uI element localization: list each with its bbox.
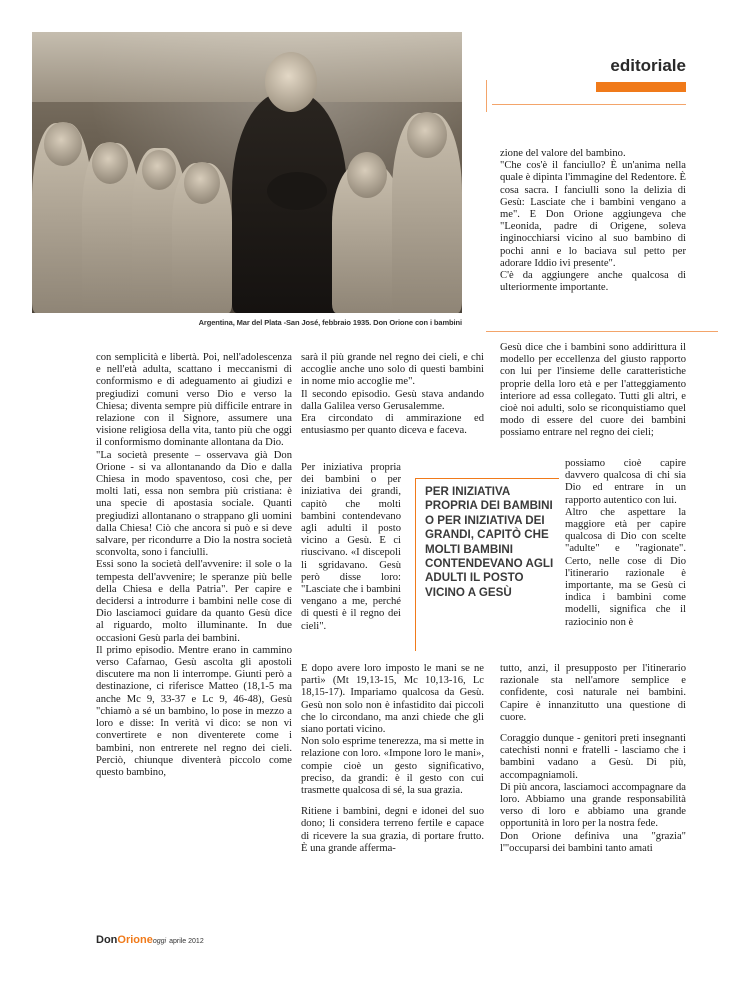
paragraph: Coraggio dunque - genitori preti insegnanti catechisti nonni e fratelli - lasciamo che i bambini vadano a Gesù. Di più, accompagniamoli. (500, 733, 686, 781)
paragraph: Il secondo episodio. Gesù stava andando dalla Galilea verso Gerusalemme. (301, 388, 484, 412)
paragraph: Di più ancora, lasciamoci accompagnare da loro. Abbiamo una grande responsabilità verso di loro e abbiamo una grande opportunità in loro per la nostra fede. (500, 781, 686, 830)
paragraph: sarà il più grande nel regno dei cieli, e chi accoglie anche uno solo di questi bambini in nome mio accoglie me". (301, 352, 484, 388)
paragraph: Don Orione definiva una "grazia" l'"occuparsi dei bambini tanto amati (500, 830, 686, 854)
historic-photo (32, 32, 462, 313)
paragraph: possiamo cioè capire davvero qualcosa di chi sia Dio ed entrare in un rapporto autentico con lui. (565, 458, 686, 506)
issue-date: aprile 2012 (169, 938, 204, 945)
magazine-name-orione: Orione (117, 934, 153, 946)
paragraph: "Che cos'è il fanciullo? È un'anima nella quale è dipinta l'immagine del Redentore. È cosa sacra. I fanciulli sono la delizia di Gesù: Lasciate che i bambini vengano a me". E Don Orione aggiungeva che "Leonida, padre di Origene, soleva inginocchiarsi vicino al suo bambino di pochi anni e lo baciava sul petto per adorare Iddio ivi presente". (500, 160, 686, 269)
paragraph: Essi sono la società dell'avvenire: il sole o la tempesta dell'avvenire; le speranze più belle della Chiesa e della Patria". Per capire e decidersi a introdurre i bambini nelle cose di Dio lasciamoci guidare da quanto Gesù dice al riguardo, molto illuminante. In due occasioni Gesù parla dei bambini. (96, 559, 292, 644)
article-column-1 (96, 352, 292, 779)
paragraph: Per iniziativa propria dei bambini o per iniziativa dei grandi, capitò che molti bambini contendevano agli adulti il posto vicino a Gesù. E ci riuscivano. «I discepoli li sgridavano. Gesù però disse loro: "Lasciate che i bambini vengano a me, perché di questi è il regno dei cieli". (301, 462, 401, 632)
article-column-3-narrow (565, 458, 686, 629)
paragraph: C'è da aggiungere anche qualcosa di ulteriormente importante. (500, 270, 686, 294)
paragraph: Altro che aspettare la maggiore età per capire qualcosa di Dio con scelte "adulte" e "ragionate". Certo, nelle cose di Dio l'itinerario razionale è importante, ma se Gesù ci indica i bambini come modelli, significa che il raziocinio non è (565, 506, 686, 628)
paragraph: zione del valore del bambino. (500, 148, 626, 159)
column-divider (486, 331, 718, 332)
header-divider-vertical (486, 80, 487, 112)
paragraph: con semplicità e libertà. Poi, nell'adolescenza e nell'età adulta, scattano i meccanismi di conformismo e di adeguamento ai giudizi e pregiudizi comuni verso Dio e verso la Chiesa; diventa sempre più difficile entrare in relazione con il Signore, assumere una visione religiosa della vita, tanto più che oggi il conformismo dominante allontana da Dio. (96, 352, 292, 449)
page-footer (96, 934, 204, 946)
paragraph: Gesù dice che i bambini sono addirittura il modello per eccellenza del giusto rapporto con lui per l'insieme delle caratteristiche proprie della loro età e per l'atteggiamento interiore ad essa collegato. Tutti gli altri, e cioè noi adulti, solo se riconquistiamo quel modo di essere del cuore dei bambini possiamo entrare nel regno dei cieli; (500, 342, 686, 439)
paragraph: Il primo episodio. Mentre erano in cammino verso Cafarnao, Gesù ascolta gli apostoli discutere ma non li interrompe. Giunti però a destinazione, ci riferisce Matteo (18,1-5 ma anche Mc 9, 33-37 e Lc 9, 46-48), Gesù "chiamò a sé un bambino, lo pose in mezzo a loro e disse: In verità vi dico: se non vi convertirete e non diventerete come i bambini, non entrerete nel regno dei cieli. Perciò, chiunque diventerà piccolo come questo bambino, (96, 644, 292, 778)
article-column-2-bottom (301, 663, 484, 855)
paragraph: Ritiene i bambini, degni e idonei del suo dono; li considera terreno fertile e capace di ricevere la sua grazia, di portare frutto. È una grande afferma- (301, 806, 484, 854)
paragraph: E dopo avere loro imposto le mani se ne partì» (Mt 19,13-15, Mc 10,13-16, Lc 18,15-17). Impariamo qualcosa da Gesù. Gesù non solo non è infastidito dai piccoli che lo circondano, ma anzi chiede che gli siano portati vicino. (301, 663, 484, 736)
paragraph: tutto, anzi, il presupposto per l'itinerario razionale sta nell'amore semplice e confidente, così naturale nei bambini. Capire è innanzitutto una questione di cuore. (500, 663, 686, 723)
photo-caption: Argentina, Mar del Plata -San José, febbraio 1935. Don Orione con i bambini (198, 318, 462, 327)
magazine-name-oggi: oggi (152, 938, 167, 945)
article-column-3-mid (500, 342, 686, 440)
pull-quote (415, 478, 559, 651)
paragraph: Era circondato di ammirazione ed entusiasmo per quanto diceva e faceva. (301, 413, 484, 437)
article-column-3-top (500, 148, 686, 294)
magazine-name-don: Don (96, 934, 118, 946)
paragraph: "La società presente – osservava già Don Orione - si va allontanando da Dio e dalla Chiesa in modo spaventoso, così che, per molti lati, essa non sembra più cristiana: è una specie di apostasia sociale. Quanti pregiudizi allontanano o strappano gli uomini dalla Chiesa! Ciò che ancora si può e si deve salvare, per ricondurre a Dio la nostra società sconvolta, sono i fanciulli. (96, 449, 292, 559)
section-title: editoriale (610, 56, 686, 75)
article-column-2-narrow (301, 462, 401, 633)
pull-quote-text: PER INIZIATIVA PROPRIA DEI BAMBINI O PER INIZIATIVA DEI GRANDI, CAPITÒ CHE MOLTI BAMBINI CONTENDEVANO AGLI ADULTI IL POSTO VICINO A GESÙ (425, 485, 554, 599)
article-column-3-bottom (500, 663, 686, 855)
article-column-2-top (301, 352, 484, 437)
header-divider (492, 104, 686, 105)
paragraph: Non solo esprime tenerezza, ma si mette in relazione con loro. «Impone loro le mani», compie cioè un gesto significativo, preciso, da grandi: è il gesto con cui trasmette qualcosa di sé, la sua grazia. (301, 736, 484, 797)
section-accent-bar (596, 82, 686, 92)
